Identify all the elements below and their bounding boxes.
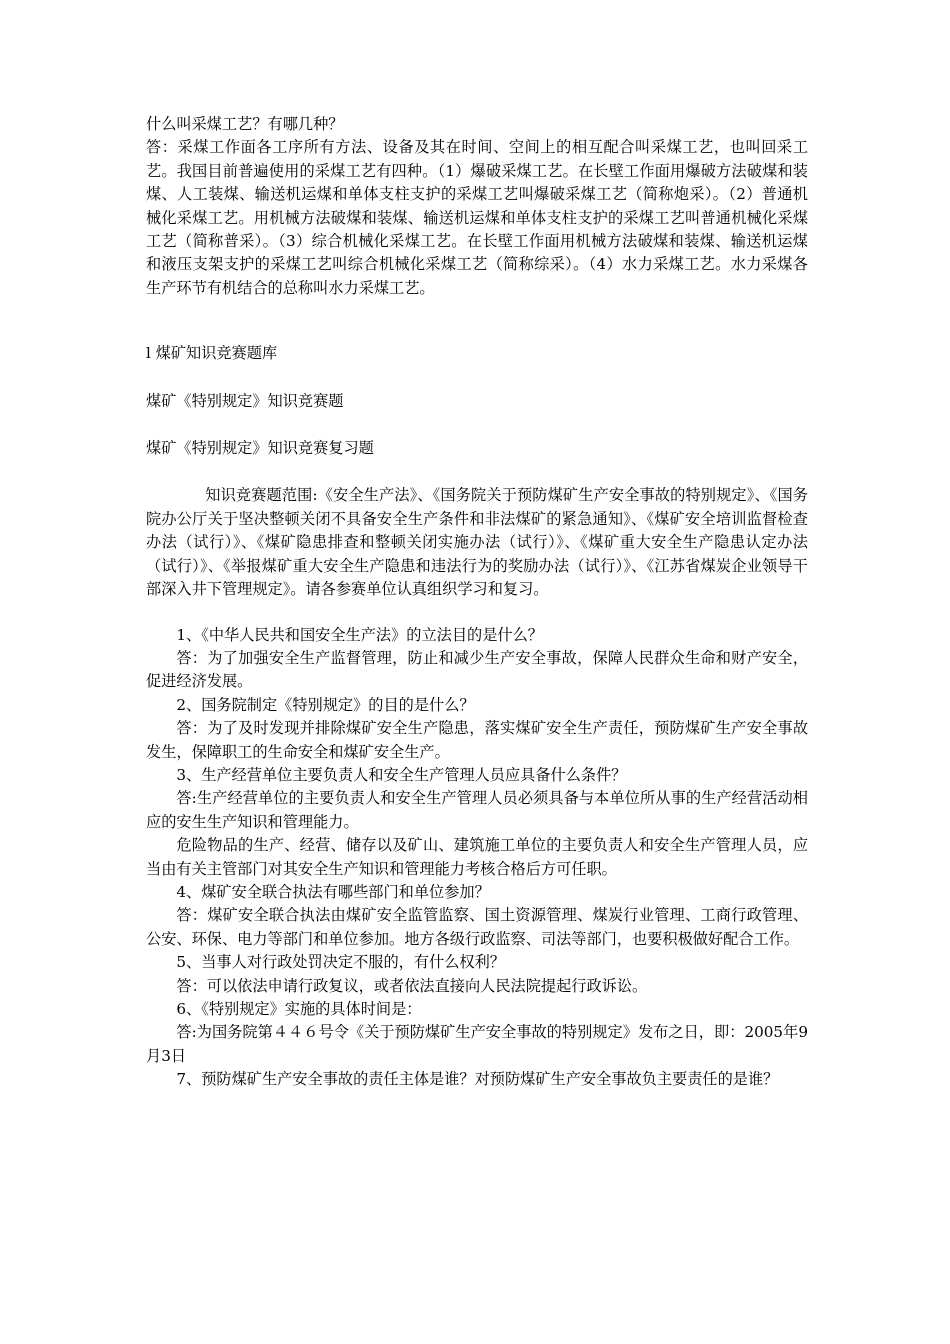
- question-6: 6、《特别规定》实施的具体时间是：: [176, 1000, 422, 1018]
- document-page: [146, 113, 808, 1092]
- intro-answer: 答：采煤工作面各工序所有方法、设备及其在时间、空间上的相互配合叫采煤工艺，也叫回采工艺。我国目前普遍使用的采煤工艺有四种。（1）爆破采煤工艺。在长壁工作面用爆破方法破煤和装煤、人工装煤、输送机运煤和单体支柱支护的采煤工艺叫爆破采煤工艺（简称炮采）。（2）普通机械化采煤工艺。用机械方法破煤和装煤、输送机运煤和单体支柱支护的采煤工艺叫普通机械化采煤工艺（简称普采）。（3）综合机械化采煤工艺。在长壁工作面用机械方法破煤和装煤、输送机运煤和液压支架支护的采煤工艺叫综合机械化采煤工艺（简称综采）。（4）水力采煤工艺。水力采煤各生产环节有机结合的总称叫水力采煤工艺。: [146, 138, 808, 297]
- question-7: 7、预防煤矿生产安全事故的责任主体是谁？对预防煤矿生产安全事故负主要责任的是谁？: [176, 1070, 779, 1089]
- question-4: 4、煤矿安全联合执法有哪些部门和单位参加？: [176, 882, 490, 901]
- question-1: 1、《中华人民共和国安全生产法》的立法目的是什么？: [176, 625, 543, 644]
- answer-4: 答：煤矿安全联合执法由煤矿安全监管监察、国土资源管理、煤炭行业管理、工商行政管理、公安、环保、电力等部门和单位参加。地方各级行政监察、司法等部门，也要积极做好配合工作。: [146, 906, 808, 948]
- heading-review: 煤矿《特别规定》知识竞赛复习题: [146, 439, 374, 458]
- question-3: 3、生产经营单位主要负责人和安全生产管理人员应具备什么条件？: [176, 765, 627, 784]
- heading-competition: 煤矿《特别规定》知识竞赛题: [146, 391, 344, 410]
- question-5: 5、当事人对行政处罚决定不服的，有什么权利？: [176, 953, 505, 972]
- question-2: 2、国务院制定《特别规定》的目的是什么？: [176, 695, 475, 714]
- answer-3: 答:生产经营单位的主要负责人和安全生产管理人员必须具备与本单位所从事的生产经营活动相应的安生生产知识和管理能力。: [146, 789, 808, 831]
- heading-question-bank: l 煤矿知识竞赛题库: [146, 344, 278, 363]
- answer-3-continued: 危险物品的生产、经营、储存以及矿山、建筑施工单位的主要负责人和安全生产管理人员，应当由有关主管部门对其安全生产知识和管理能力考核合格后方可任职。: [146, 836, 808, 878]
- answer-2: 答：为了及时发现并排除煤矿安全生产隐患，落实煤矿安全生产责任，预防煤矿生产安全事故发生，保障职工的生命安全和煤矿安全生产。: [146, 719, 808, 761]
- intro-question: 什么叫采煤工艺？有哪几种？: [146, 115, 344, 133]
- competition-scope: 知识竞赛题范围:《安全生产法》、《国务院关于预防煤矿生产安全事故的特别规定》、《国务院办公厅关于坚决整顿关闭不具备安全生产条件和非法煤矿的紧急通知》、《煤矿安全培训监督检查办法（试行）》、《煤矿隐患排查和整顿关闭实施办法（试行）》、《煤矿重大安全生产隐患认定办法（试行）》、《举报煤矿重大安全生产隐患和违法行为的奖励办法（试行）》、《江苏省煤炭企业领导干部深入井下管理规定》。请各参赛单位认真组织学习和复习。: [146, 486, 808, 599]
- answer-5: 答：可以依法申请行政复议，或者依法直接向人民法院提起行政诉讼。: [176, 976, 648, 995]
- answer-6: 答:为国务院第４４６号令《关于预防煤矿生产安全事故的特别规定》发布之日，即：2005年9月3日: [146, 1023, 808, 1065]
- answer-1: 答：为了加强安全生产监督管理，防止和减少生产安全事故，保障人民群众生命和财产安全，促进经济发展。: [146, 648, 808, 691]
